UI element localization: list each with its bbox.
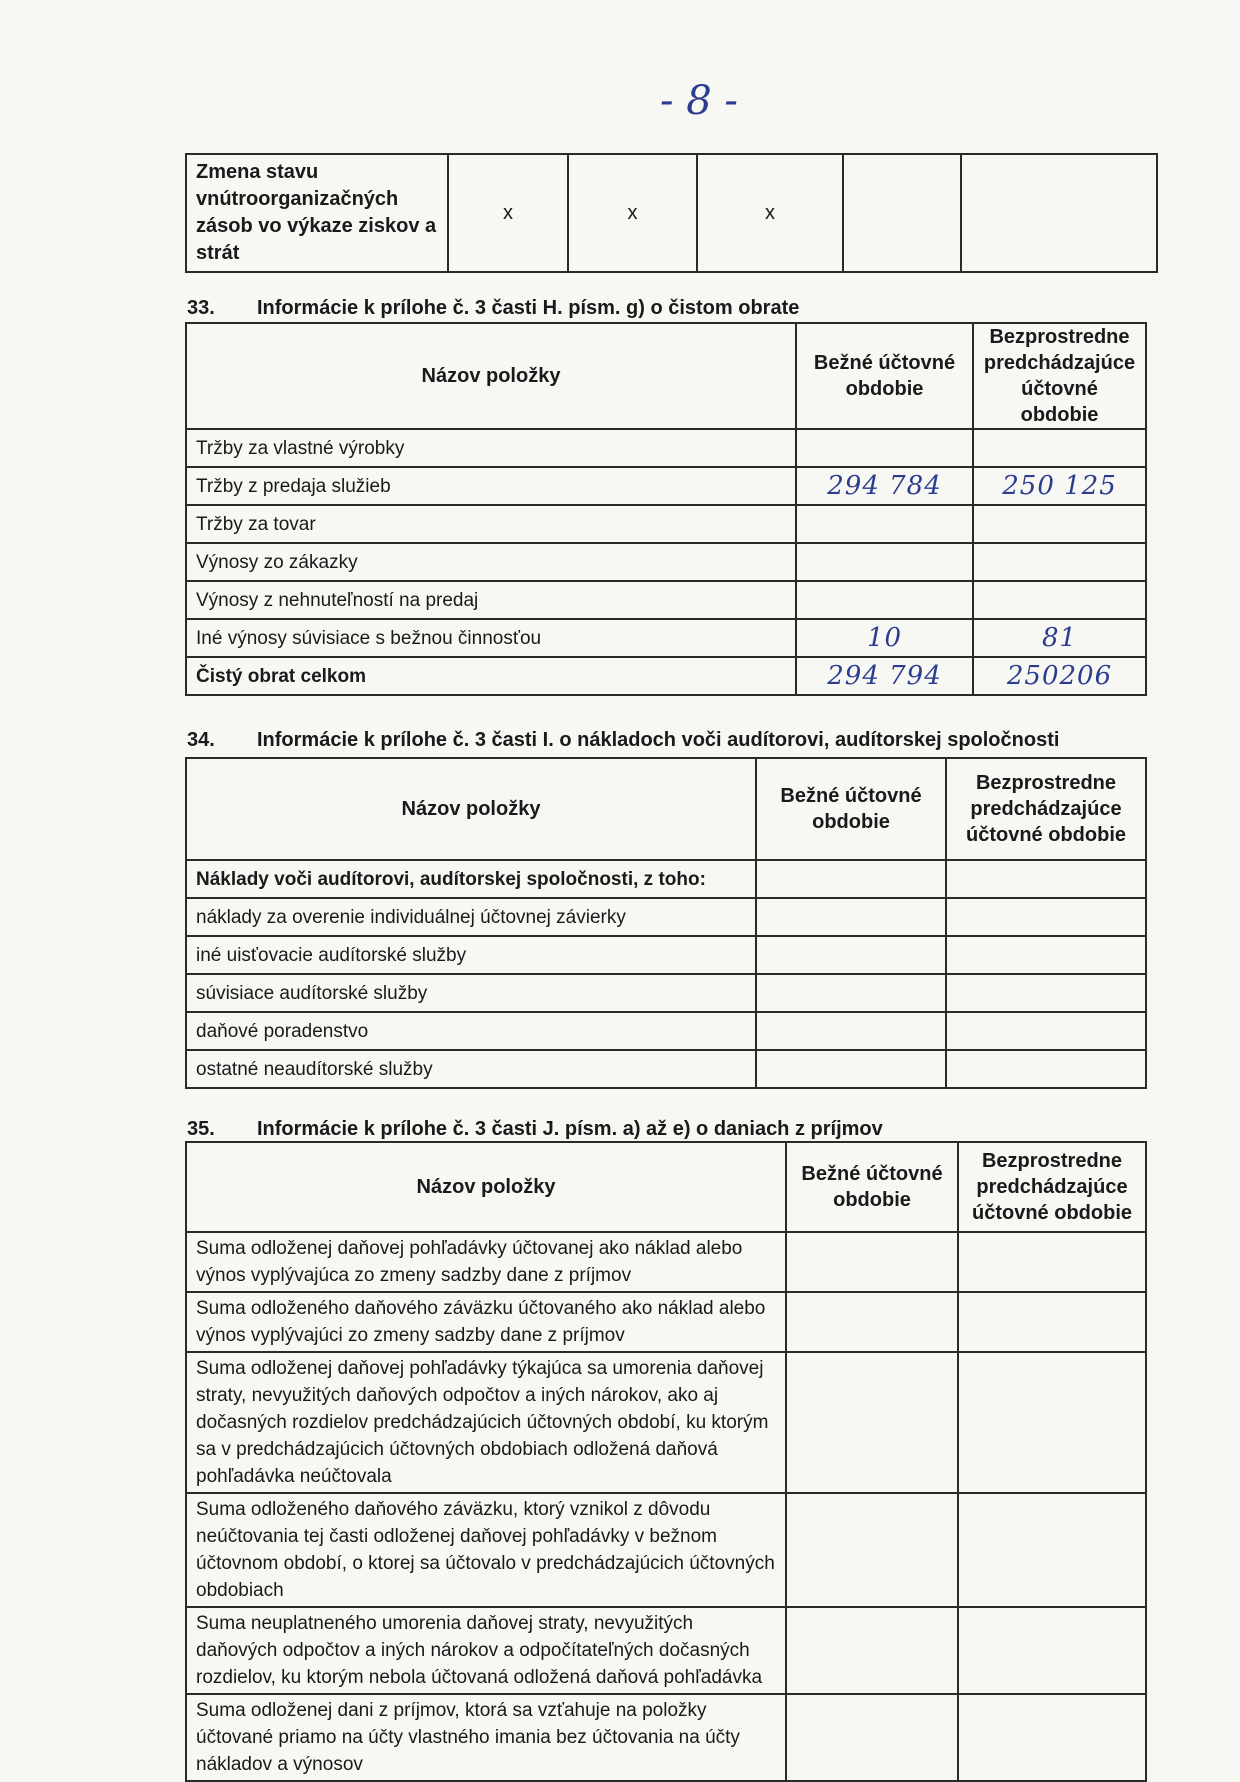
section-33-title (187, 297, 799, 320)
section-34-table (185, 757, 1147, 1089)
current-period-value (756, 1050, 946, 1088)
previous-period-value (946, 974, 1146, 1012)
header-current: Bežné účtovné obdobie (796, 323, 973, 429)
section-heading: Informácie k prílohe č. 3 časti J. písm. a) až e) o daniach z príjmov (257, 1118, 883, 1140)
row-label: Suma odloženej daňovej pohľadávky týkajúca sa umorenia daňovej straty, nevyužitých daňových odpočtov a iných nárokov, ako aj dočasných rozdielov predchádzajúcich účtovných období, ku ktorým sa v predchádzajúcich účtovných obdobiach odložená daňová pohľadávka neúčtovala (186, 1352, 786, 1493)
table-row (186, 1694, 1146, 1781)
header-previous: Bezprostredne predchádzajúce účtovné obdobie (946, 758, 1146, 860)
section-33-table (185, 322, 1147, 696)
table-row (186, 1232, 1146, 1292)
row-label: Iné výnosy súvisiace s bežnou činnosťou (186, 619, 796, 657)
row-label: Výnosy z nehnuteľností na predaj (186, 581, 796, 619)
current-period-value (756, 898, 946, 936)
row-label: iné uisťovacie audítorské služby (186, 936, 756, 974)
previous-period-value: 250206 (973, 657, 1146, 695)
current-period-value (796, 581, 973, 619)
table-row (186, 543, 1146, 581)
previous-period-value: 250 125 (973, 467, 1146, 505)
table-row (186, 1493, 1146, 1607)
table-row (186, 936, 1146, 974)
current-period-value (796, 505, 973, 543)
previous-period-value (958, 1352, 1146, 1493)
previous-period-value (973, 581, 1146, 619)
table-row (186, 898, 1146, 936)
table-row (186, 429, 1146, 467)
previous-period-value (958, 1292, 1146, 1352)
current-period-value (796, 543, 973, 581)
previous-period-value (946, 860, 1146, 898)
current-period-value (756, 974, 946, 1012)
current-period-value (756, 860, 946, 898)
row-label: Suma odloženého daňového záväzku účtovaného ako náklad alebo výnos vyplývajúci zo zmeny sadzby dane z príjmov (186, 1292, 786, 1352)
zmena-cell-4 (843, 154, 961, 272)
current-period-value (796, 429, 973, 467)
row-label: ostatné neaudítorské služby (186, 1050, 756, 1088)
table-row (186, 1292, 1146, 1352)
table-row (186, 467, 1146, 505)
table-row (186, 860, 1146, 898)
table-row (186, 1607, 1146, 1694)
header-name: Názov položky (186, 1142, 786, 1232)
current-period-value (786, 1607, 958, 1694)
header-previous: Bezprostredne predchádzajúce účtovné obdobie (958, 1142, 1146, 1232)
header-previous: Bezprostredne predchádzajúce účtovné obdobie (973, 323, 1146, 429)
row-label: súvisiace audítorské služby (186, 974, 756, 1012)
previous-period-value (946, 1012, 1146, 1050)
zmena-cell-3: x (697, 154, 843, 272)
current-period-value: 294 794 (796, 657, 973, 695)
section-35-table (185, 1141, 1147, 1782)
table-row (186, 657, 1146, 695)
table-row (186, 619, 1146, 657)
section-number: 33. (187, 297, 215, 319)
previous-period-value (958, 1607, 1146, 1694)
current-period-value (786, 1493, 958, 1607)
header-name: Názov položky (186, 323, 796, 429)
section-35-title (187, 1118, 883, 1141)
previous-period-value (973, 543, 1146, 581)
row-label: Náklady voči audítorovi, audítorskej spoločnosti, z toho: (186, 860, 756, 898)
previous-period-value (958, 1694, 1146, 1781)
header-row (186, 1142, 1146, 1232)
section-heading: Informácie k prílohe č. 3 časti H. písm. g) o čistom obrate (257, 297, 800, 319)
previous-period-value (973, 505, 1146, 543)
section-number: 34. (187, 729, 215, 751)
previous-period-value (946, 936, 1146, 974)
table-row (186, 1012, 1146, 1050)
table-row (186, 1352, 1146, 1493)
header-current: Bežné účtovné obdobie (786, 1142, 958, 1232)
row-label: Suma odloženého daňového záväzku, ktorý vznikol z dôvodu neúčtovania tej časti odloženej daňovej pohľadávky v bežnom účtovnom období, o ktorej sa účtovalo v predchádzajúcich účtovných obdobiach (186, 1493, 786, 1607)
row-label: daňové poradenstvo (186, 1012, 756, 1050)
previous-period-value: 81 (973, 619, 1146, 657)
zmena-cell-1: x (448, 154, 568, 272)
current-period-value: 294 784 (796, 467, 973, 505)
header-row (186, 323, 1146, 429)
previous-period-value (946, 1050, 1146, 1088)
current-period-value (786, 1232, 958, 1292)
previous-period-value (946, 898, 1146, 936)
zmena-cell-5 (961, 154, 1157, 272)
current-period-value (756, 936, 946, 974)
section-number: 35. (187, 1118, 215, 1140)
table-row (186, 154, 1157, 272)
current-period-value (756, 1012, 946, 1050)
row-label: Výnosy zo zákazky (186, 543, 796, 581)
section-34-title (187, 729, 1059, 752)
row-label: Suma neuplatneného umorenia daňovej straty, nevyužitých daňových odpočtov a iných nárokov a odpočítateľných dočasných rozdielov, ku ktorým nebola účtovaná odložená daňová pohľadávka (186, 1607, 786, 1694)
row-label: náklady za overenie individuálnej účtovnej závierky (186, 898, 756, 936)
previous-period-value (973, 429, 1146, 467)
zmena-stavu-label: Zmena stavu vnútroorganizačných zásob vo výkaze ziskov a strát (186, 154, 448, 272)
row-label: Tržby za vlastné výrobky (186, 429, 796, 467)
current-period-value (786, 1694, 958, 1781)
row-label: Tržby z predaja služieb (186, 467, 796, 505)
section-heading: Informácie k prílohe č. 3 časti I. o nákladoch voči audítorovi, audítorskej spoločnosti (257, 729, 1060, 751)
zmena-cell-2: x (568, 154, 697, 272)
previous-period-value (958, 1232, 1146, 1292)
current-period-value (786, 1292, 958, 1352)
header-current: Bežné účtovné obdobie (756, 758, 946, 860)
row-label: Čistý obrat celkom (186, 657, 796, 695)
row-label: Suma odloženej dani z príjmov, ktorá sa vzťahuje na položky účtované priamo na účty vlastného imania bez účtovania na účty nákladov a výnosov (186, 1694, 786, 1781)
current-period-value: 10 (796, 619, 973, 657)
handwritten-page-number: - 8 - (660, 78, 738, 124)
row-label: Tržby za tovar (186, 505, 796, 543)
table-row (186, 1050, 1146, 1088)
header-row (186, 758, 1146, 860)
table-row (186, 974, 1146, 1012)
row-label: Suma odloženej daňovej pohľadávky účtovanej ako náklad alebo výnos vyplývajúca zo zmeny sadzby dane z príjmov (186, 1232, 786, 1292)
table-row (186, 581, 1146, 619)
previous-period-value (958, 1493, 1146, 1607)
current-period-value (786, 1352, 958, 1493)
zmena-stavu-table (185, 153, 1158, 273)
table-row (186, 505, 1146, 543)
header-name: Názov položky (186, 758, 756, 860)
